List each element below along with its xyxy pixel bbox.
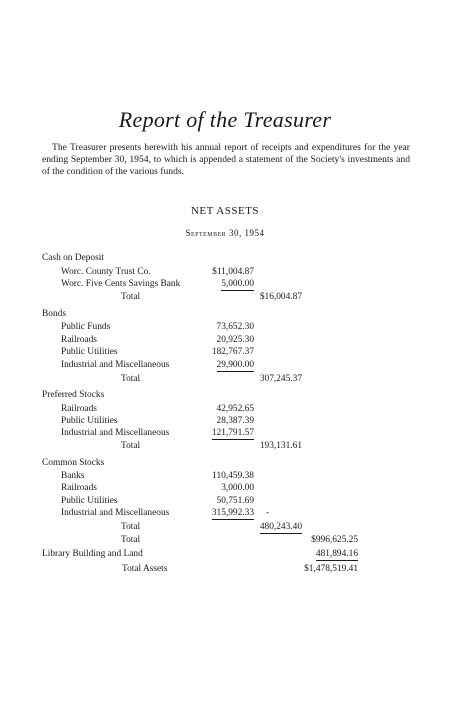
subtotal-label: Total [121,374,141,384]
subtotal-value: 307,245.37 [259,374,302,384]
preferred-section-row [0,389,450,401]
item-value: 3,000.00 [221,483,254,493]
item-label: Public Utilities [61,416,118,426]
table-row [0,321,450,333]
item-label: Public Utilities [61,496,118,506]
item-value: 315,992.33 [211,508,254,518]
subtotal-row [0,373,450,385]
item-label: Worc. County Trust Co. [61,267,151,277]
item-value: 121,791.57 [211,428,254,438]
subtotal-value: $16,004.87 [259,292,302,302]
table-row [0,346,450,358]
table-row [0,427,450,439]
subtotal-label: Total [121,441,141,451]
item-value: 5,000.00 [221,279,254,289]
subtotal-value: 193,131.61 [259,441,302,451]
subtotal-value: 480,243.40 [259,522,302,532]
item-label: Worc. Five Cents Savings Bank [61,279,181,289]
item-value: 20,925.30 [216,335,254,345]
item-value: 42,952.65 [216,404,254,414]
subtotal-label: Total [121,522,141,532]
library-row [0,548,450,560]
total-assets-value: $1,478,519.41 [304,564,358,574]
common-section-row [0,457,450,469]
item-label: Railroads [61,404,97,414]
net-assets-heading: NET ASSETS [190,205,260,217]
cash-section-label: Cash on Deposit [42,253,104,263]
bonds-section-row [0,308,450,320]
intro-paragraph: The Treasurer presents herewith his annual report of receipts and expenditures for the year ending September 30, 1954, to which is appended a statement of the Society's investments and of the condition of the various funds. [42,142,410,177]
item-value: 29,900.00 [216,360,254,370]
table-row [0,334,450,346]
item-label: Public Utilities [61,347,118,357]
report-title: Report of the Treasurer [118,107,332,132]
subtotal-row [0,291,450,303]
item-value: 50,751.69 [216,496,254,506]
table-row [0,278,450,290]
cash-section-row [0,252,450,264]
preferred-section-label: Preferred Stocks [42,390,105,400]
item-label: Industrial and Miscellaneous [61,428,170,438]
bonds-section-label: Bonds [42,309,66,319]
item-label: Railroads [61,335,97,345]
statement-date: September 30, 1954 [185,228,265,238]
table-row [0,415,450,427]
table-row [0,266,450,278]
item-label: Banks [61,471,85,481]
securities-total-row [0,534,450,546]
securities-total-value: $996,625.25 [311,535,358,545]
item-value: $11,004.87 [212,267,254,277]
securities-total-label: Total [121,535,141,545]
subtotal-row [0,521,450,533]
total-assets-row [0,563,450,575]
item-value: 28,387.39 [216,416,254,426]
item-value: 73,652.30 [216,322,254,332]
item-label: Industrial and Miscellaneous [61,360,170,370]
table-row [0,507,450,519]
library-label: Library Building and Land [42,549,143,559]
table-row [0,403,450,415]
total-assets-label: Total Assets [122,564,168,574]
item-value: 110,459.38 [212,471,254,481]
item-label: Public Funds [61,322,111,332]
common-section-label: Common Stocks [42,458,105,468]
subtotal-label: Total [121,292,141,302]
item-label: Industrial and Miscellaneous [61,508,170,518]
table-row [0,495,450,507]
table-row [0,470,450,482]
item-value: 182,767.37 [211,347,254,357]
library-value: 481,894.16 [315,549,358,559]
subtotal-row [0,440,450,452]
table-row [0,359,450,371]
tick-mark: - [266,508,270,518]
item-label: Railroads [61,483,97,493]
table-row [0,482,450,494]
